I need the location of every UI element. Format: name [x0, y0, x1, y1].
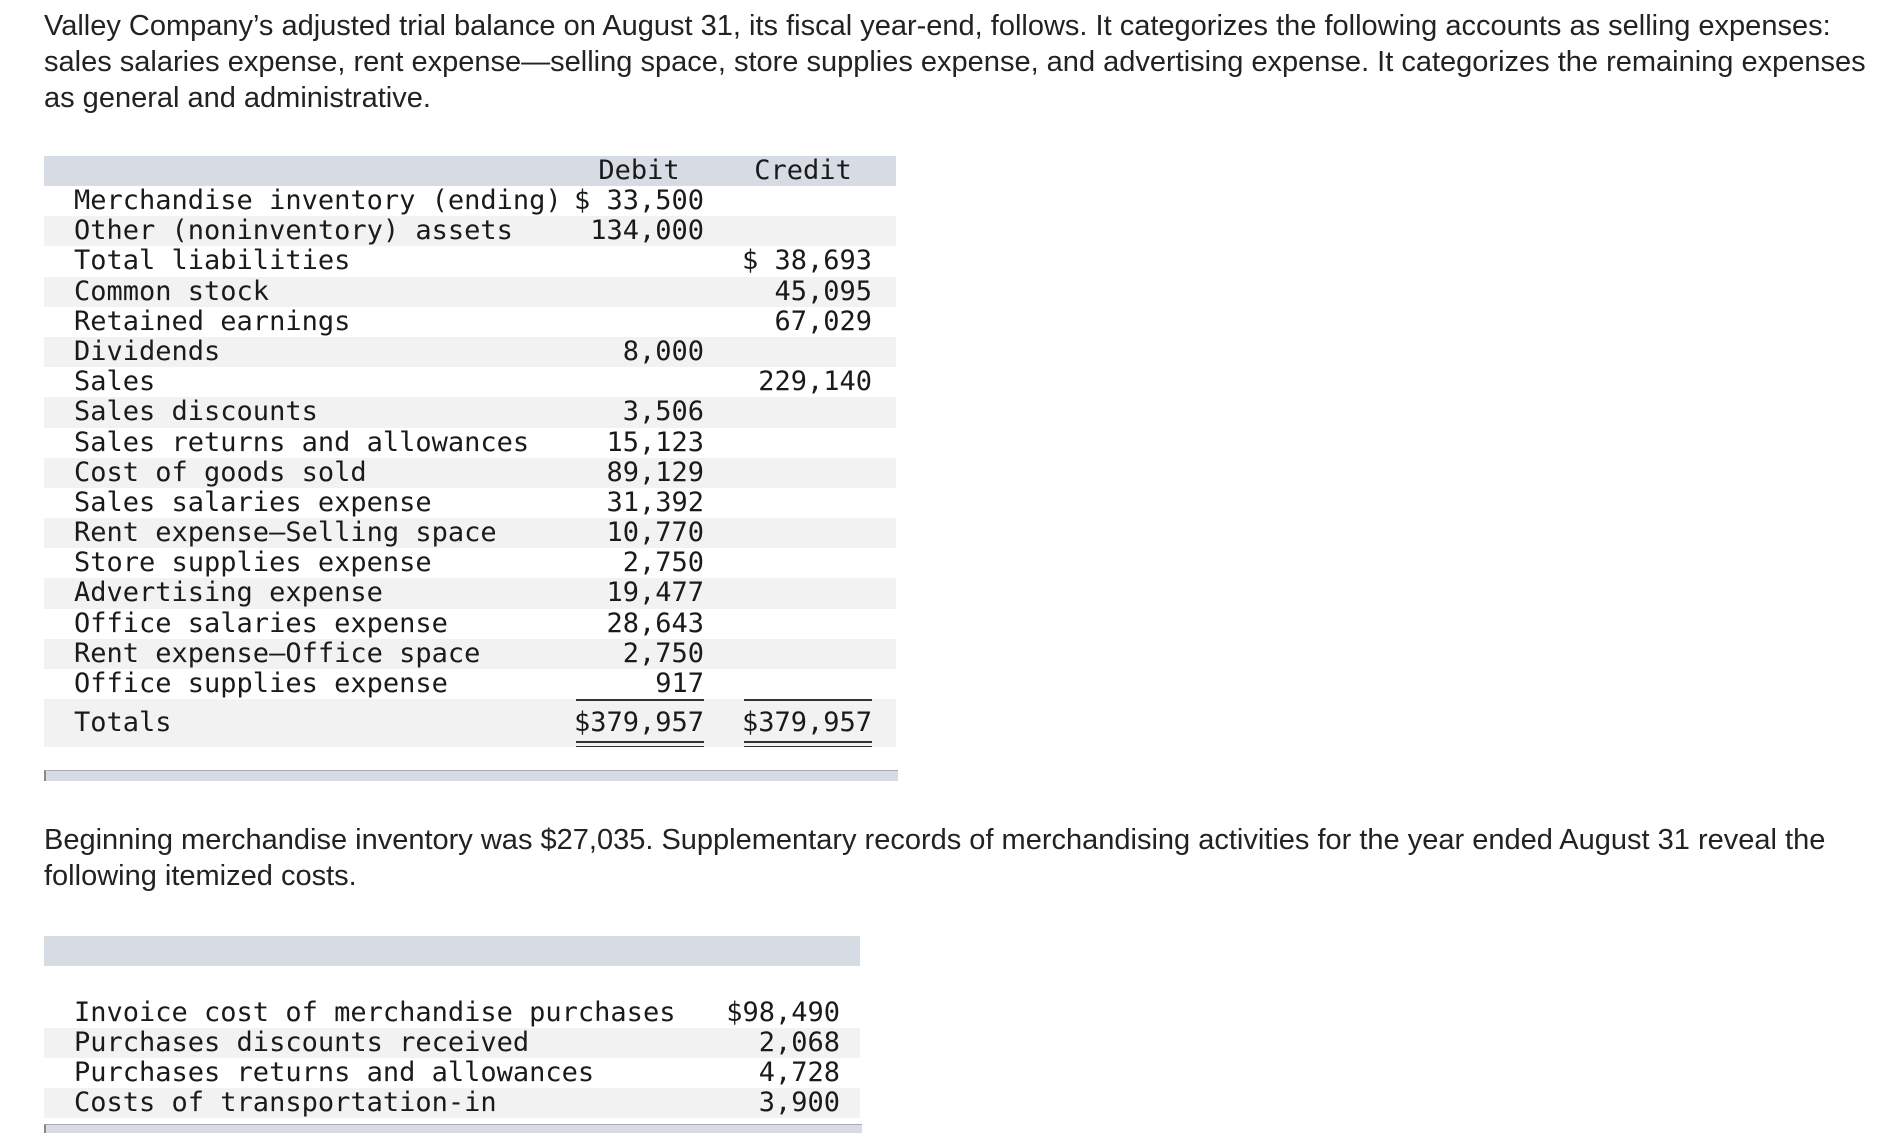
account-name: Dividends — [74, 335, 221, 367]
table-row — [44, 458, 896, 488]
table-row — [44, 277, 896, 307]
table-row — [44, 246, 896, 276]
account-name: Office salaries expense — [74, 607, 448, 639]
account-name: Common stock — [74, 275, 270, 307]
merch-table-spacer — [44, 966, 860, 998]
account-name: Advertising expense — [74, 577, 383, 609]
credit-amount: 45,095 — [774, 275, 872, 307]
table-row — [44, 998, 860, 1028]
debit-amount: 2,750 — [622, 547, 704, 579]
account-name: Sales returns and allowances — [74, 426, 530, 458]
debit-amount: 8,000 — [622, 335, 704, 367]
cost-item-amount: 3,900 — [758, 1087, 840, 1118]
debit-amount: 2,750 — [622, 637, 704, 669]
table-footer-bar — [44, 770, 898, 781]
account-name: Retained earnings — [74, 305, 351, 337]
credit-amount: 229,140 — [758, 366, 872, 398]
table-row — [44, 428, 896, 458]
cost-item-name: Purchases discounts received — [74, 1027, 530, 1058]
debit-amount: 31,392 — [606, 486, 704, 518]
account-name: Other (noninventory) assets — [74, 215, 513, 247]
table-row — [44, 397, 896, 427]
table-row — [44, 307, 896, 337]
debit-amount: 15,123 — [606, 426, 704, 458]
account-name: Rent expense—Selling space — [74, 517, 497, 549]
merchandising-costs-table — [44, 936, 860, 1128]
debit-amount: 28,643 — [606, 607, 704, 639]
cost-item-name: Purchases returns and allowances — [74, 1057, 595, 1088]
account-name: Sales — [74, 366, 156, 398]
account-name: Rent expense—Office space — [74, 637, 481, 669]
cost-item-amount: $98,490 — [726, 997, 840, 1028]
account-name: Store supplies expense — [74, 547, 432, 579]
account-name: Sales salaries expense — [74, 486, 432, 518]
cost-item-amount: 2,068 — [758, 1027, 840, 1058]
table-row — [44, 669, 896, 699]
note-paragraph: Beginning merchandise inventory was $27,035. Supplementary records of merchandising activities for the year ended August 31 reveal the following itemized costs. — [44, 824, 1826, 892]
table-header — [44, 156, 896, 186]
credit-amount: 67,029 — [774, 305, 872, 337]
table-row — [44, 1088, 860, 1118]
table-row — [44, 609, 896, 639]
debit-amount: 3,506 — [622, 396, 704, 428]
table-row — [44, 1028, 860, 1058]
totals-debit: $379,957 — [574, 707, 705, 739]
table-row — [44, 488, 896, 518]
credit-amount: $ 38,693 — [741, 245, 872, 277]
merch-table-body — [44, 998, 860, 1118]
merch-table-header — [44, 936, 860, 966]
table-row — [44, 216, 896, 246]
table-row — [44, 518, 896, 548]
cost-item-amount: 4,728 — [758, 1057, 840, 1088]
table-row — [44, 367, 896, 397]
debit-amount: 134,000 — [590, 215, 704, 247]
trial-balance-body — [44, 186, 896, 699]
account-name: Total liabilities — [74, 245, 351, 277]
debit-amount: 10,770 — [606, 517, 704, 549]
trial-balance-table — [44, 156, 896, 781]
merch-table-footer — [44, 1118, 860, 1128]
account-name: Sales discounts — [74, 396, 318, 428]
debit-amount: $ 33,500 — [574, 185, 705, 216]
debit-header: Debit — [598, 155, 680, 186]
debit-amount: 89,129 — [606, 456, 704, 488]
table-row — [44, 1058, 860, 1088]
merch-table-footer-bar — [44, 1124, 862, 1133]
credit-header: Credit — [754, 155, 852, 186]
debit-amount: 917 — [655, 668, 704, 699]
account-name: Merchandise inventory (ending) — [74, 185, 562, 216]
cost-item-name: Costs of transportation-in — [74, 1087, 497, 1118]
table-row — [44, 578, 896, 608]
totals-credit: $379,957 — [741, 707, 872, 739]
cost-item-name: Invoice cost of merchandise purchases — [74, 997, 676, 1028]
intro-paragraph: Valley Company’s adjusted trial balance on August 31, its fiscal year-end, follows. It categorizes the following accounts as selling expenses: sales salaries expense, rent expense—selling space, store supplies expense, and advertising expense. It categorizes the remaining expenses as general and administrative. — [44, 10, 1866, 114]
table-row — [44, 337, 896, 367]
table-row — [44, 639, 896, 669]
table-row — [44, 548, 896, 578]
table-row — [44, 186, 896, 216]
account-name: Office supplies expense — [74, 668, 448, 699]
debit-amount: 19,477 — [606, 577, 704, 609]
totals-row — [44, 699, 896, 747]
totals-label: Totals — [74, 707, 172, 739]
table-footer — [44, 747, 896, 781]
account-name: Cost of goods sold — [74, 456, 367, 488]
